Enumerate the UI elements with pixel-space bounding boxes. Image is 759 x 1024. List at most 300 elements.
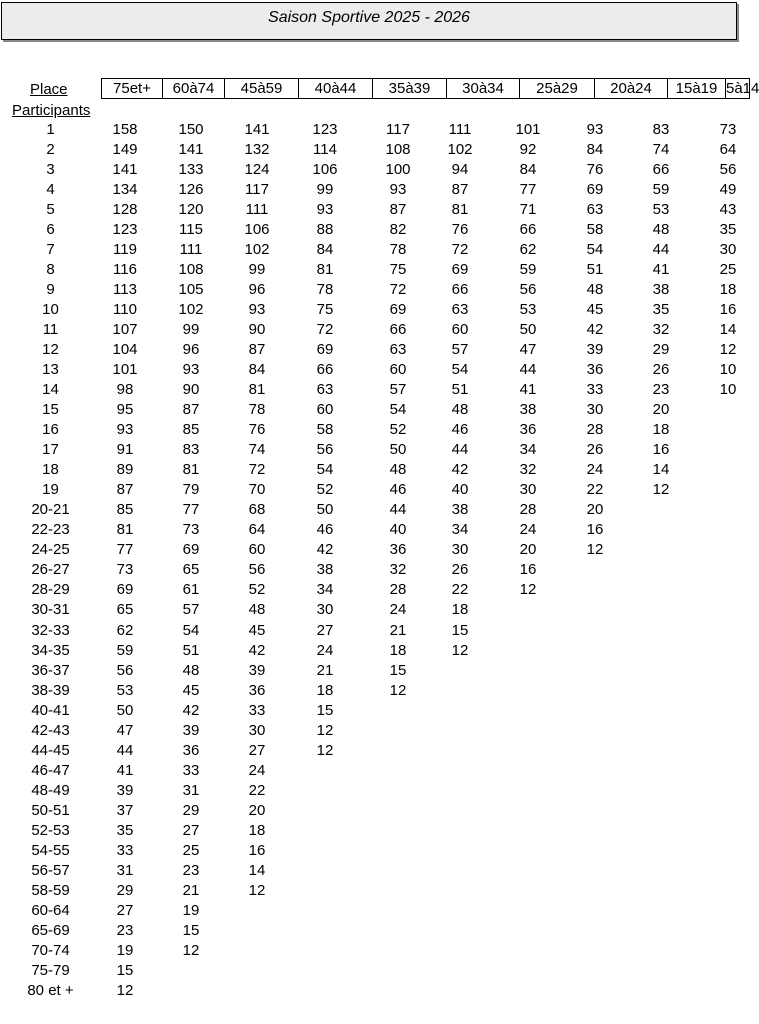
points-cell: 31 — [116, 862, 134, 879]
points-cell: 36 — [248, 682, 266, 699]
points-cell: 47 — [116, 722, 134, 739]
points-cell: 69 — [586, 181, 604, 198]
points-cell: 43 — [719, 201, 737, 218]
points-cell: 15 — [389, 662, 407, 679]
points-cell: 54 — [182, 622, 200, 639]
points-cell: 48 — [586, 281, 604, 298]
points-cell: 149 — [112, 141, 138, 158]
points-cell: 44 — [652, 241, 670, 258]
points-cell: 83 — [652, 121, 670, 138]
row-place-label: 38-39 — [31, 682, 70, 699]
points-cell: 19 — [182, 902, 200, 919]
points-cell: 75 — [316, 301, 334, 318]
row-place-label: 46-47 — [31, 762, 70, 779]
points-cell: 18 — [652, 421, 670, 438]
points-cell: 54 — [586, 241, 604, 258]
row-place-label: 50-51 — [31, 802, 70, 819]
points-cell: 48 — [389, 461, 407, 478]
points-cell: 12 — [248, 882, 266, 899]
points-cell: 34 — [451, 521, 469, 538]
points-cell: 92 — [519, 141, 537, 158]
points-cell: 53 — [652, 201, 670, 218]
points-cell: 34 — [519, 441, 537, 458]
column-header: 60à74 — [163, 79, 225, 98]
column-header: 25à29 — [520, 79, 595, 98]
points-cell: 108 — [178, 261, 204, 278]
points-cell: 12 — [519, 581, 537, 598]
row-place-label: 28-29 — [31, 581, 70, 598]
points-cell: 16 — [248, 842, 266, 859]
points-cell: 72 — [248, 461, 266, 478]
points-cell: 113 — [113, 281, 137, 298]
points-cell: 39 — [586, 341, 604, 358]
points-cell: 57 — [451, 341, 469, 358]
points-cell: 104 — [112, 341, 138, 358]
points-cell: 69 — [182, 541, 200, 558]
points-cell: 27 — [182, 822, 200, 839]
points-cell: 100 — [385, 161, 411, 178]
points-cell: 18 — [248, 822, 266, 839]
points-cell: 23 — [652, 381, 670, 398]
points-cell: 84 — [316, 241, 334, 258]
points-cell: 27 — [116, 902, 134, 919]
points-cell: 126 — [178, 181, 204, 198]
points-cell: 19 — [116, 942, 134, 959]
points-cell: 84 — [248, 361, 266, 378]
points-cell: 14 — [652, 461, 670, 478]
points-cell: 10 — [719, 381, 737, 398]
points-cell: 39 — [116, 782, 134, 799]
points-cell: 65 — [116, 601, 134, 618]
points-cell: 24 — [519, 521, 537, 538]
points-cell: 106 — [312, 161, 338, 178]
points-cell: 83 — [182, 441, 200, 458]
points-cell: 24 — [248, 762, 266, 779]
points-cell: 23 — [182, 862, 200, 879]
row-place-label: 18 — [42, 461, 59, 478]
points-cell: 37 — [116, 802, 134, 819]
points-cell: 93 — [389, 181, 407, 198]
points-cell: 35 — [116, 822, 134, 839]
points-cell: 31 — [182, 782, 200, 799]
points-cell: 20 — [519, 541, 537, 558]
points-cell: 33 — [182, 762, 200, 779]
points-cell: 77 — [519, 181, 537, 198]
points-cell: 20 — [248, 802, 266, 819]
points-cell: 29 — [652, 341, 670, 358]
points-cell: 99 — [316, 181, 334, 198]
points-cell: 102 — [178, 301, 204, 318]
points-cell: 95 — [116, 401, 134, 418]
points-cell: 10 — [719, 361, 737, 378]
points-cell: 12 — [182, 942, 200, 959]
title-box — [1, 2, 737, 40]
points-cell: 106 — [244, 221, 270, 238]
row-place-label: 11 — [42, 321, 59, 338]
points-cell: 85 — [116, 501, 134, 518]
points-cell: 30 — [316, 601, 334, 618]
points-cell: 20 — [586, 501, 604, 518]
points-cell: 63 — [389, 341, 407, 358]
points-cell: 33 — [586, 381, 604, 398]
row-place-label: 8 — [46, 261, 55, 278]
points-cell: 52 — [248, 581, 266, 598]
row-place-label: 19 — [42, 481, 59, 498]
points-cell: 22 — [451, 581, 469, 598]
points-cell: 87 — [451, 181, 469, 198]
points-cell: 14 — [719, 321, 737, 338]
points-cell: 46 — [389, 481, 407, 498]
points-cell: 60 — [316, 401, 334, 418]
points-cell: 71 — [519, 201, 537, 218]
row-place-label: 30-31 — [31, 601, 70, 618]
points-cell: 63 — [586, 201, 604, 218]
column-header: 35à39 — [373, 79, 447, 98]
points-cell: 93 — [248, 301, 266, 318]
points-cell: 54 — [316, 461, 334, 478]
points-cell: 73 — [719, 121, 737, 138]
points-cell: 38 — [519, 401, 537, 418]
points-cell: 88 — [316, 221, 334, 238]
points-cell: 56 — [719, 161, 737, 178]
points-cell: 90 — [248, 321, 266, 338]
points-cell: 54 — [389, 401, 407, 418]
points-cell: 94 — [451, 161, 469, 178]
points-cell: 117 — [386, 121, 410, 138]
points-cell: 20 — [652, 401, 670, 418]
row-place-label: 15 — [42, 401, 59, 418]
column-header: 20à24 — [595, 79, 668, 98]
row-place-label: 42-43 — [31, 722, 70, 739]
points-cell: 65 — [182, 561, 200, 578]
points-cell: 134 — [112, 181, 138, 198]
points-cell: 132 — [244, 141, 270, 158]
points-cell: 56 — [116, 662, 134, 679]
points-cell: 110 — [113, 301, 137, 318]
points-cell: 56 — [316, 441, 334, 458]
points-cell: 81 — [182, 461, 200, 478]
points-cell: 99 — [248, 261, 266, 278]
points-cell: 30 — [719, 241, 737, 258]
points-cell: 101 — [112, 361, 138, 378]
points-cell: 111 — [245, 201, 269, 218]
points-cell: 30 — [248, 722, 266, 739]
column-header: 40à44 — [299, 79, 373, 98]
points-cell: 115 — [179, 221, 203, 238]
points-cell: 25 — [182, 842, 200, 859]
points-cell: 42 — [248, 642, 266, 659]
points-cell: 79 — [182, 481, 200, 498]
points-cell: 44 — [519, 361, 537, 378]
points-cell: 85 — [182, 421, 200, 438]
points-cell: 82 — [389, 221, 407, 238]
points-cell: 15 — [451, 622, 469, 639]
row-place-label: 17 — [42, 441, 59, 458]
points-cell: 63 — [316, 381, 334, 398]
points-cell: 105 — [178, 281, 204, 298]
points-cell: 12 — [316, 742, 334, 759]
points-cell: 18 — [719, 281, 737, 298]
points-cell: 42 — [586, 321, 604, 338]
row-place-label: 58-59 — [31, 882, 70, 899]
points-cell: 42 — [316, 541, 334, 558]
points-cell: 114 — [313, 141, 337, 158]
row-place-label: 40-41 — [31, 702, 70, 719]
points-cell: 15 — [316, 702, 334, 719]
points-cell: 42 — [182, 702, 200, 719]
row-place-label: 65-69 — [31, 922, 70, 939]
points-cell: 23 — [116, 922, 134, 939]
row-place-label: 20-21 — [31, 501, 70, 518]
points-cell: 18 — [451, 601, 469, 618]
row-place-label: 70-74 — [31, 942, 70, 959]
points-cell: 91 — [116, 441, 134, 458]
points-cell: 60 — [389, 361, 407, 378]
row-place-label: 75-79 — [31, 962, 70, 979]
points-cell: 93 — [116, 421, 134, 438]
points-cell: 59 — [652, 181, 670, 198]
points-cell: 44 — [451, 441, 469, 458]
points-cell: 66 — [519, 221, 537, 238]
points-cell: 116 — [113, 261, 137, 278]
place-header-label: Place — [30, 81, 68, 98]
points-cell: 12 — [652, 481, 670, 498]
points-cell: 133 — [178, 161, 204, 178]
column-header: 75et+ — [102, 79, 163, 98]
points-cell: 35 — [719, 221, 737, 238]
points-cell: 89 — [116, 461, 134, 478]
points-cell: 50 — [519, 321, 537, 338]
points-cell: 141 — [244, 121, 270, 138]
row-place-label: 4 — [46, 181, 55, 198]
points-cell: 30 — [586, 401, 604, 418]
points-cell: 21 — [389, 622, 407, 639]
points-cell: 58 — [586, 221, 604, 238]
points-cell: 123 — [112, 221, 138, 238]
points-cell: 75 — [389, 261, 407, 278]
points-cell: 64 — [719, 141, 737, 158]
points-cell: 64 — [248, 521, 266, 538]
points-cell: 51 — [586, 261, 604, 278]
row-place-label: 2 — [46, 141, 55, 158]
points-cell: 50 — [116, 702, 134, 719]
points-cell: 111 — [448, 121, 472, 138]
points-cell: 93 — [586, 121, 604, 138]
points-cell: 24 — [389, 601, 407, 618]
points-cell: 128 — [112, 201, 138, 218]
points-cell: 56 — [519, 281, 537, 298]
points-cell: 29 — [182, 802, 200, 819]
points-cell: 16 — [586, 521, 604, 538]
points-cell: 62 — [519, 241, 537, 258]
points-cell: 76 — [248, 421, 266, 438]
points-cell: 66 — [316, 361, 334, 378]
row-place-label: 48-49 — [31, 782, 70, 799]
points-cell: 49 — [719, 181, 737, 198]
points-cell: 12 — [586, 541, 604, 558]
points-cell: 38 — [316, 561, 334, 578]
row-place-label: 1 — [46, 121, 55, 138]
points-cell: 68 — [248, 501, 266, 518]
points-cell: 39 — [248, 662, 266, 679]
row-place-label: 9 — [46, 281, 55, 298]
participants-header-label: Participants — [12, 102, 91, 119]
points-cell: 41 — [519, 381, 537, 398]
points-cell: 48 — [451, 401, 469, 418]
points-cell: 98 — [116, 381, 134, 398]
points-cell: 107 — [112, 321, 138, 338]
points-cell: 141 — [178, 141, 204, 158]
points-cell: 25 — [719, 261, 737, 278]
points-cell: 56 — [248, 561, 266, 578]
points-cell: 84 — [519, 161, 537, 178]
points-cell: 74 — [248, 441, 266, 458]
points-cell: 84 — [586, 141, 604, 158]
points-cell: 87 — [248, 341, 266, 358]
row-place-label: 12 — [42, 341, 59, 358]
points-cell: 51 — [451, 381, 469, 398]
points-cell: 48 — [182, 662, 200, 679]
points-cell: 33 — [116, 842, 134, 859]
points-cell: 87 — [389, 201, 407, 218]
points-cell: 12 — [116, 982, 134, 999]
points-cell: 34 — [316, 581, 334, 598]
points-cell: 96 — [182, 341, 200, 358]
points-cell: 59 — [519, 261, 537, 278]
points-cell: 15 — [182, 922, 200, 939]
points-cell: 48 — [652, 221, 670, 238]
row-place-label: 34-35 — [31, 642, 70, 659]
points-cell: 61 — [182, 581, 200, 598]
points-cell: 12 — [316, 722, 334, 739]
points-cell: 33 — [248, 702, 266, 719]
row-place-label: 6 — [46, 221, 55, 238]
points-cell: 29 — [116, 882, 134, 899]
row-place-label: 5 — [46, 201, 55, 218]
points-cell: 52 — [316, 481, 334, 498]
points-cell: 101 — [515, 121, 541, 138]
points-cell: 102 — [244, 241, 270, 258]
points-cell: 78 — [248, 401, 266, 418]
points-cell: 44 — [116, 742, 134, 759]
row-place-label: 16 — [42, 421, 59, 438]
points-cell: 45 — [182, 682, 200, 699]
points-cell: 77 — [116, 541, 134, 558]
points-cell: 111 — [179, 241, 203, 258]
points-cell: 66 — [451, 281, 469, 298]
points-cell: 12 — [389, 682, 407, 699]
points-cell: 81 — [451, 201, 469, 218]
points-cell: 62 — [116, 622, 134, 639]
points-cell: 50 — [316, 501, 334, 518]
row-place-label: 10 — [42, 301, 59, 318]
points-cell: 66 — [652, 161, 670, 178]
points-cell: 58 — [316, 421, 334, 438]
points-cell: 99 — [182, 321, 200, 338]
points-cell: 46 — [316, 521, 334, 538]
points-cell: 15 — [116, 962, 134, 979]
points-cell: 32 — [519, 461, 537, 478]
points-cell: 69 — [316, 341, 334, 358]
column-header: 5à14 — [726, 80, 759, 97]
points-cell: 90 — [182, 381, 200, 398]
points-cell: 93 — [316, 201, 334, 218]
points-cell: 14 — [248, 862, 266, 879]
points-cell: 32 — [652, 321, 670, 338]
points-cell: 21 — [182, 882, 200, 899]
page-title: Saison Sportive 2025 - 2026 — [268, 9, 470, 26]
points-cell: 26 — [652, 361, 670, 378]
points-cell: 21 — [316, 662, 334, 679]
row-place-label: 54-55 — [31, 842, 70, 859]
points-cell: 96 — [248, 281, 266, 298]
points-cell: 22 — [248, 782, 266, 799]
points-cell: 18 — [389, 642, 407, 659]
points-cell: 69 — [116, 581, 134, 598]
points-cell: 123 — [312, 121, 338, 138]
category-header-row — [101, 78, 759, 99]
points-cell: 81 — [116, 521, 134, 538]
points-cell: 57 — [389, 381, 407, 398]
row-place-label: 7 — [46, 241, 55, 258]
points-cell: 45 — [248, 622, 266, 639]
points-cell: 76 — [586, 161, 604, 178]
points-cell: 120 — [178, 201, 204, 218]
points-cell: 36 — [519, 421, 537, 438]
points-cell: 93 — [182, 361, 200, 378]
points-cell: 12 — [719, 341, 737, 358]
points-cell: 74 — [652, 141, 670, 158]
points-cell: 150 — [178, 121, 204, 138]
row-place-label: 26-27 — [31, 561, 70, 578]
points-cell: 26 — [451, 561, 469, 578]
points-cell: 51 — [182, 642, 200, 659]
points-cell: 24 — [316, 642, 334, 659]
row-place-label: 14 — [42, 381, 59, 398]
points-cell: 69 — [389, 301, 407, 318]
points-cell: 59 — [116, 642, 134, 659]
points-cell: 124 — [244, 161, 270, 178]
points-cell: 119 — [113, 241, 137, 258]
row-place-label: 80 et + — [27, 982, 74, 999]
points-cell: 24 — [586, 461, 604, 478]
points-cell: 12 — [451, 642, 469, 659]
row-place-label: 52-53 — [31, 822, 70, 839]
points-cell: 50 — [389, 441, 407, 458]
points-cell: 63 — [451, 301, 469, 318]
points-cell: 73 — [116, 561, 134, 578]
points-cell: 30 — [451, 541, 469, 558]
points-cell: 108 — [385, 141, 411, 158]
points-cell: 40 — [451, 481, 469, 498]
points-cell: 52 — [389, 421, 407, 438]
points-cell: 36 — [586, 361, 604, 378]
row-place-label: 24-25 — [31, 541, 70, 558]
points-cell: 39 — [182, 722, 200, 739]
points-cell: 77 — [182, 501, 200, 518]
row-place-label: 22-23 — [31, 521, 70, 538]
points-cell: 28 — [389, 581, 407, 598]
points-cell: 48 — [248, 601, 266, 618]
points-cell: 60 — [451, 321, 469, 338]
points-cell: 102 — [447, 141, 473, 158]
points-cell: 42 — [451, 461, 469, 478]
points-cell: 72 — [451, 241, 469, 258]
points-cell: 41 — [652, 261, 670, 278]
points-cell: 27 — [316, 622, 334, 639]
points-cell: 35 — [652, 301, 670, 318]
points-cell: 27 — [248, 742, 266, 759]
